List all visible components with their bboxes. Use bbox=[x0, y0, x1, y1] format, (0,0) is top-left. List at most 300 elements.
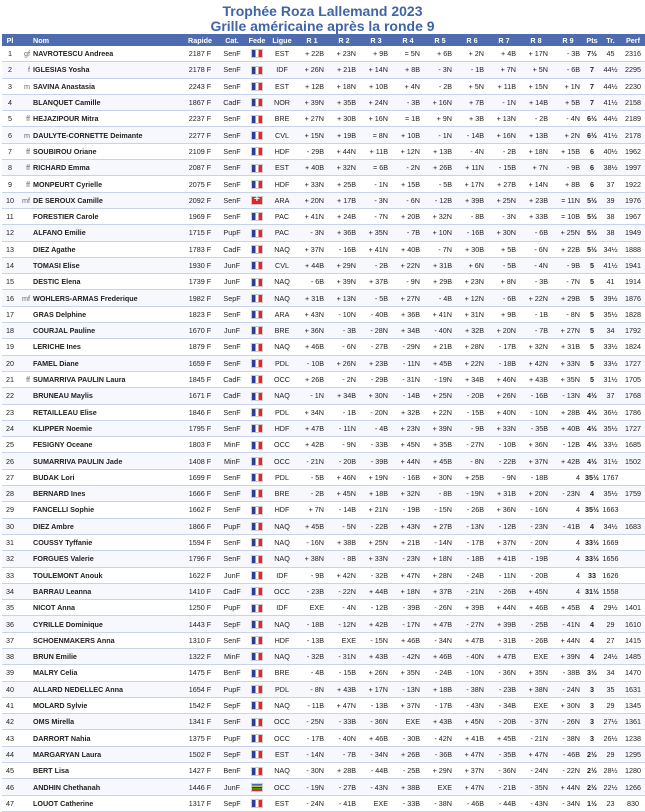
federation-cell bbox=[246, 323, 268, 339]
table-row bbox=[2, 323, 645, 339]
round-2: + 35B bbox=[328, 94, 360, 110]
round-4: + 12N bbox=[392, 143, 424, 159]
place: 45 bbox=[2, 763, 18, 779]
round-7: - 26B bbox=[488, 583, 520, 599]
round-7: + 7N bbox=[488, 62, 520, 78]
round-9: - 12B bbox=[552, 437, 584, 453]
round-9: = 11N bbox=[552, 192, 584, 208]
player-title: ff bbox=[18, 176, 32, 192]
performance: 1683 bbox=[621, 518, 645, 534]
round-1: + 38N bbox=[296, 551, 328, 567]
round-5: - 8B bbox=[424, 486, 456, 502]
round-8: - 37N bbox=[520, 714, 552, 730]
place: 18 bbox=[2, 323, 18, 339]
round-9: + 30N bbox=[552, 697, 584, 713]
performance: 1470 bbox=[621, 665, 645, 681]
player-name: HEJAZIPOUR Mitra bbox=[32, 111, 182, 127]
place: 27 bbox=[2, 469, 18, 485]
category: CadF bbox=[218, 371, 246, 387]
player-name: DAULYTE-CORNETTE Deimante bbox=[32, 127, 182, 143]
round-1: + 40B bbox=[296, 160, 328, 176]
league: BRE bbox=[268, 665, 296, 681]
table-row bbox=[2, 486, 645, 502]
points: 35½ bbox=[584, 469, 600, 485]
player-name: FESIGNY Oceane bbox=[32, 437, 182, 453]
round-7: - 3N bbox=[488, 208, 520, 224]
category: SepF bbox=[218, 746, 246, 762]
player-title bbox=[18, 730, 32, 746]
player-title bbox=[18, 420, 32, 436]
federation-cell bbox=[246, 94, 268, 110]
header-r5: R 5 bbox=[424, 34, 456, 46]
table-row bbox=[2, 160, 645, 176]
round-5: - 14N bbox=[424, 534, 456, 550]
round-5: + 41N bbox=[424, 306, 456, 322]
player-title: f bbox=[18, 62, 32, 78]
table-row bbox=[2, 730, 645, 746]
category: SenF bbox=[218, 143, 246, 159]
round-1: + 42B bbox=[296, 437, 328, 453]
points: 5 bbox=[584, 371, 600, 387]
round-3: + 14N bbox=[360, 62, 392, 78]
performance: 1266 bbox=[621, 779, 645, 795]
category: SenF bbox=[218, 404, 246, 420]
federation-cell bbox=[246, 371, 268, 387]
round-7: + 9B bbox=[488, 306, 520, 322]
player-name: FANCELLI Sophie bbox=[32, 502, 182, 518]
france-flag-icon bbox=[251, 375, 263, 384]
table-row bbox=[2, 355, 645, 371]
round-5: + 9N bbox=[424, 111, 456, 127]
player-name: LERICHE Ines bbox=[32, 339, 182, 355]
player-name: BERT Lisa bbox=[32, 763, 182, 779]
header-name: Nom bbox=[32, 34, 182, 46]
round-3: + 33N bbox=[360, 551, 392, 567]
federation-cell bbox=[246, 779, 268, 795]
player-name: FORGUES Valerie bbox=[32, 551, 182, 567]
tiebreak: 34 bbox=[600, 665, 621, 681]
player-title bbox=[18, 763, 32, 779]
league: NAQ bbox=[268, 274, 296, 290]
france-flag-icon bbox=[251, 718, 263, 727]
place: 6 bbox=[2, 127, 18, 143]
place: 22 bbox=[2, 388, 18, 404]
place: 46 bbox=[2, 779, 18, 795]
france-flag-icon bbox=[251, 604, 263, 613]
league: OCC bbox=[268, 730, 296, 746]
round-2: - 1B bbox=[328, 404, 360, 420]
round-1: - 23B bbox=[296, 583, 328, 599]
round-9: - 6B bbox=[552, 62, 584, 78]
points: 4 bbox=[584, 518, 600, 534]
league: BRE bbox=[268, 323, 296, 339]
round-6: + 5N bbox=[456, 78, 488, 94]
round-7: - 17B bbox=[488, 339, 520, 355]
round-7: + 4B bbox=[488, 46, 520, 62]
round-1: - 8N bbox=[296, 681, 328, 697]
category: SenF bbox=[218, 78, 246, 94]
table-row bbox=[2, 795, 645, 811]
player-name: WOHLERS-ARMAS Frederique bbox=[32, 290, 182, 306]
table-row bbox=[2, 290, 645, 306]
tiebreak: 35½ bbox=[600, 486, 621, 502]
france-flag-icon bbox=[251, 310, 263, 319]
player-name: CYRILLE Dominique bbox=[32, 616, 182, 632]
player-name: BERNARD Ines bbox=[32, 486, 182, 502]
round-7: - 34B bbox=[488, 697, 520, 713]
france-flag-icon bbox=[251, 261, 263, 270]
performance: 2316 bbox=[621, 46, 645, 62]
table-row bbox=[2, 306, 645, 322]
rapid-rating: 1715 F bbox=[182, 225, 218, 241]
tiebreak: 1767 bbox=[600, 469, 621, 485]
round-7: - 1N bbox=[488, 94, 520, 110]
tiebreak: 31½ bbox=[600, 371, 621, 387]
round-6: - 26B bbox=[456, 502, 488, 518]
round-1: + 33N bbox=[296, 176, 328, 192]
round-1: - 30N bbox=[296, 763, 328, 779]
round-1: + 26N bbox=[296, 62, 328, 78]
round-3: + 11B bbox=[360, 143, 392, 159]
round-8: - 2B bbox=[520, 111, 552, 127]
round-1: + 15N bbox=[296, 127, 328, 143]
round-8: - 3B bbox=[520, 274, 552, 290]
league: NAQ bbox=[268, 290, 296, 306]
player-title bbox=[18, 388, 32, 404]
france-flag-icon bbox=[251, 571, 263, 580]
federation-cell bbox=[246, 730, 268, 746]
rapid-rating: 1341 F bbox=[182, 714, 218, 730]
rapid-rating: 1969 F bbox=[182, 208, 218, 224]
table-row bbox=[2, 225, 645, 241]
france-flag-icon bbox=[251, 294, 263, 303]
round-5: + 16N bbox=[424, 94, 456, 110]
tiebreak: 33½ bbox=[600, 437, 621, 453]
rapid-rating: 1446 F bbox=[182, 779, 218, 795]
round-7: - 20B bbox=[488, 714, 520, 730]
tiebreak: 35½ bbox=[600, 420, 621, 436]
round-5: + 18N bbox=[424, 551, 456, 567]
round-1: + 20N bbox=[296, 192, 328, 208]
rapid-rating: 1659 F bbox=[182, 355, 218, 371]
tiebreak: 29 bbox=[600, 746, 621, 762]
round-9: + 44N bbox=[552, 779, 584, 795]
page-title: Trophée Roza Lallemand 2023 bbox=[222, 3, 423, 19]
federation-cell bbox=[246, 355, 268, 371]
round-2: + 44N bbox=[328, 143, 360, 159]
round-8: + 15N bbox=[520, 78, 552, 94]
round-8: - 6B bbox=[520, 225, 552, 241]
round-9: 4 bbox=[552, 469, 584, 485]
round-6: + 34B bbox=[456, 371, 488, 387]
france-flag-icon bbox=[251, 229, 263, 238]
round-6: + 11N bbox=[456, 160, 488, 176]
round-8: + 13B bbox=[520, 127, 552, 143]
performance: 1631 bbox=[621, 681, 645, 697]
round-2: - 5N bbox=[328, 518, 360, 534]
round-8: - 35B bbox=[520, 420, 552, 436]
round-3: + 37B bbox=[360, 274, 392, 290]
tiebreak: 41½ bbox=[600, 127, 621, 143]
federation-cell bbox=[246, 763, 268, 779]
round-7: + 46N bbox=[488, 371, 520, 387]
round-6: + 17N bbox=[456, 176, 488, 192]
points: 35½ bbox=[584, 502, 600, 518]
round-9: - 41B bbox=[552, 518, 584, 534]
round-9: + 25N bbox=[552, 225, 584, 241]
round-5: + 18B bbox=[424, 681, 456, 697]
round-3: - 7N bbox=[360, 208, 392, 224]
round-4: - 7B bbox=[392, 225, 424, 241]
tiebreak: 22½ bbox=[600, 779, 621, 795]
table-body bbox=[2, 46, 645, 811]
rapid-rating: 1662 F bbox=[182, 502, 218, 518]
category: SenF bbox=[218, 176, 246, 192]
round-1: - 10B bbox=[296, 355, 328, 371]
round-8: - 26B bbox=[520, 632, 552, 648]
round-4: + 43N bbox=[392, 518, 424, 534]
player-name: TOMASI Elise bbox=[32, 257, 182, 273]
performance bbox=[621, 583, 645, 599]
place: 16 bbox=[2, 290, 18, 306]
player-title bbox=[18, 94, 32, 110]
points: 5½ bbox=[584, 241, 600, 257]
performance: 2158 bbox=[621, 94, 645, 110]
header-points: Pts bbox=[584, 34, 600, 46]
table-header bbox=[2, 34, 645, 46]
france-flag-icon bbox=[251, 392, 263, 401]
round-2: + 42N bbox=[328, 567, 360, 583]
category: SenF bbox=[218, 420, 246, 436]
rapid-rating: 1879 F bbox=[182, 339, 218, 355]
place: 32 bbox=[2, 551, 18, 567]
page-header bbox=[0, 0, 645, 34]
round-2: + 39N bbox=[328, 274, 360, 290]
round-4: + 20B bbox=[392, 208, 424, 224]
table-row bbox=[2, 143, 645, 159]
round-3: + 23B bbox=[360, 355, 392, 371]
round-9: - 34N bbox=[552, 795, 584, 811]
round-8: EXE bbox=[520, 697, 552, 713]
category: SenF bbox=[218, 469, 246, 485]
round-6: + 3B bbox=[456, 111, 488, 127]
table-row bbox=[2, 502, 645, 518]
round-1: - 14N bbox=[296, 746, 328, 762]
round-5: + 35B bbox=[424, 437, 456, 453]
place: 11 bbox=[2, 208, 18, 224]
round-5: + 30N bbox=[424, 469, 456, 485]
round-4: + 23N bbox=[392, 420, 424, 436]
performance bbox=[621, 502, 645, 518]
league: EST bbox=[268, 160, 296, 176]
league: NAQ bbox=[268, 388, 296, 404]
round-3: + 9B bbox=[360, 46, 392, 62]
round-2: + 46N bbox=[328, 469, 360, 485]
place: 37 bbox=[2, 632, 18, 648]
round-4: - 17N bbox=[392, 616, 424, 632]
performance: 1401 bbox=[621, 600, 645, 616]
league: HDF bbox=[268, 502, 296, 518]
player-title bbox=[18, 404, 32, 420]
france-flag-icon bbox=[251, 408, 263, 417]
round-2: + 26N bbox=[328, 355, 360, 371]
round-9: - 7N bbox=[552, 274, 584, 290]
round-3: EXE bbox=[360, 795, 392, 811]
round-6: + 23N bbox=[456, 274, 488, 290]
category: SenF bbox=[218, 551, 246, 567]
round-3: + 26N bbox=[360, 665, 392, 681]
player-title bbox=[18, 323, 32, 339]
round-1: EXE bbox=[296, 600, 328, 616]
player-name: ALLARD NEDELLEC Anna bbox=[32, 681, 182, 697]
round-8: + 45N bbox=[520, 583, 552, 599]
round-2: + 13N bbox=[328, 290, 360, 306]
round-9: + 44N bbox=[552, 632, 584, 648]
table-row bbox=[2, 567, 645, 583]
player-name: ANDHIN Chethanah bbox=[32, 779, 182, 795]
federation-cell bbox=[246, 241, 268, 257]
round-4: - 2N bbox=[392, 160, 424, 176]
points: 2½ bbox=[584, 779, 600, 795]
category: PupF bbox=[218, 681, 246, 697]
round-8: + 18N bbox=[520, 143, 552, 159]
round-1: - 16N bbox=[296, 534, 328, 550]
performance: 1361 bbox=[621, 714, 645, 730]
round-3: = 6B bbox=[360, 160, 392, 176]
tiebreak: 35½ bbox=[600, 306, 621, 322]
round-3: - 27B bbox=[360, 339, 392, 355]
header-place: Pl bbox=[2, 34, 18, 46]
round-8: - 4N bbox=[520, 257, 552, 273]
round-9: 4 bbox=[552, 551, 584, 567]
round-6: + 28N bbox=[456, 339, 488, 355]
table-row bbox=[2, 681, 645, 697]
standings-table bbox=[2, 34, 645, 812]
category: JunF bbox=[218, 323, 246, 339]
category: SepF bbox=[218, 290, 246, 306]
round-4: + 22N bbox=[392, 257, 424, 273]
round-7: + 36N bbox=[488, 502, 520, 518]
round-4: + 34B bbox=[392, 323, 424, 339]
france-flag-icon bbox=[251, 685, 263, 694]
table-row bbox=[2, 274, 645, 290]
round-9: - 24N bbox=[552, 681, 584, 697]
round-2: - 7B bbox=[328, 746, 360, 762]
player-title bbox=[18, 697, 32, 713]
performance: 1685 bbox=[621, 437, 645, 453]
round-4: + 45N bbox=[392, 437, 424, 453]
round-3: - 4B bbox=[360, 420, 392, 436]
round-4: + 35N bbox=[392, 665, 424, 681]
round-9: + 27N bbox=[552, 323, 584, 339]
points: 3 bbox=[584, 730, 600, 746]
category: MinF bbox=[218, 437, 246, 453]
round-8: - 1B bbox=[520, 306, 552, 322]
performance bbox=[621, 534, 645, 550]
round-5: - 36B bbox=[424, 746, 456, 762]
round-9: - 38B bbox=[552, 665, 584, 681]
france-flag-icon bbox=[251, 441, 263, 450]
rapid-rating: 1250 F bbox=[182, 600, 218, 616]
points: 33½ bbox=[584, 534, 600, 550]
round-5: + 10N bbox=[424, 225, 456, 241]
player-name: GRAS Delphine bbox=[32, 306, 182, 322]
performance: 1727 bbox=[621, 420, 645, 436]
table-row bbox=[2, 583, 645, 599]
round-6: + 47N bbox=[456, 779, 488, 795]
table-row bbox=[2, 257, 645, 273]
round-7: + 25N bbox=[488, 192, 520, 208]
round-2: - 9N bbox=[328, 437, 360, 453]
round-2: + 32N bbox=[328, 160, 360, 176]
federation-cell bbox=[246, 665, 268, 681]
place: 38 bbox=[2, 648, 18, 664]
tiebreak: 34 bbox=[600, 323, 621, 339]
place: 9 bbox=[2, 176, 18, 192]
round-3: - 40B bbox=[360, 306, 392, 322]
place: 24 bbox=[2, 420, 18, 436]
france-flag-icon bbox=[251, 66, 263, 75]
round-1: - 1N bbox=[296, 388, 328, 404]
round-9: + 40B bbox=[552, 420, 584, 436]
rapid-rating: 1375 F bbox=[182, 730, 218, 746]
federation-cell bbox=[246, 143, 268, 159]
round-4: + 8B bbox=[392, 62, 424, 78]
round-2: - 3B bbox=[328, 323, 360, 339]
round-3: - 43N bbox=[360, 779, 392, 795]
place: 31 bbox=[2, 534, 18, 550]
table-row bbox=[2, 534, 645, 550]
place: 25 bbox=[2, 437, 18, 453]
round-3: + 10B bbox=[360, 78, 392, 94]
round-1: + 7N bbox=[296, 502, 328, 518]
round-7: + 5B bbox=[488, 241, 520, 257]
round-4: + 15B bbox=[392, 176, 424, 192]
federation-cell bbox=[246, 111, 268, 127]
round-3: - 2B bbox=[360, 257, 392, 273]
player-name: NAVROTESCU Andreea bbox=[32, 46, 182, 62]
round-6: - 43N bbox=[456, 697, 488, 713]
federation-cell bbox=[246, 208, 268, 224]
category: SenF bbox=[218, 111, 246, 127]
place: 12 bbox=[2, 225, 18, 241]
performance: 1792 bbox=[621, 323, 645, 339]
round-1: - 19N bbox=[296, 779, 328, 795]
header-r3: R 3 bbox=[360, 34, 392, 46]
league: IDF bbox=[268, 600, 296, 616]
federation-cell bbox=[246, 567, 268, 583]
player-name: RICHARD Emma bbox=[32, 160, 182, 176]
tiebreak: 44½ bbox=[600, 78, 621, 94]
tiebreak: 35 bbox=[600, 681, 621, 697]
header-r6: R 6 bbox=[456, 34, 488, 46]
federation-cell bbox=[246, 404, 268, 420]
table-row bbox=[2, 632, 645, 648]
points: 4 bbox=[584, 600, 600, 616]
player-title bbox=[18, 453, 32, 469]
round-4: - 6N bbox=[392, 192, 424, 208]
performance: 1705 bbox=[621, 371, 645, 387]
player-title: ff bbox=[18, 160, 32, 176]
round-4: + 27N bbox=[392, 290, 424, 306]
round-6: - 20B bbox=[456, 388, 488, 404]
player-name: MALRY Celia bbox=[32, 665, 182, 681]
round-9: + 8B bbox=[552, 176, 584, 192]
france-flag-icon bbox=[251, 147, 263, 156]
points: 4 bbox=[584, 632, 600, 648]
federation-cell bbox=[246, 420, 268, 436]
player-title bbox=[18, 551, 32, 567]
